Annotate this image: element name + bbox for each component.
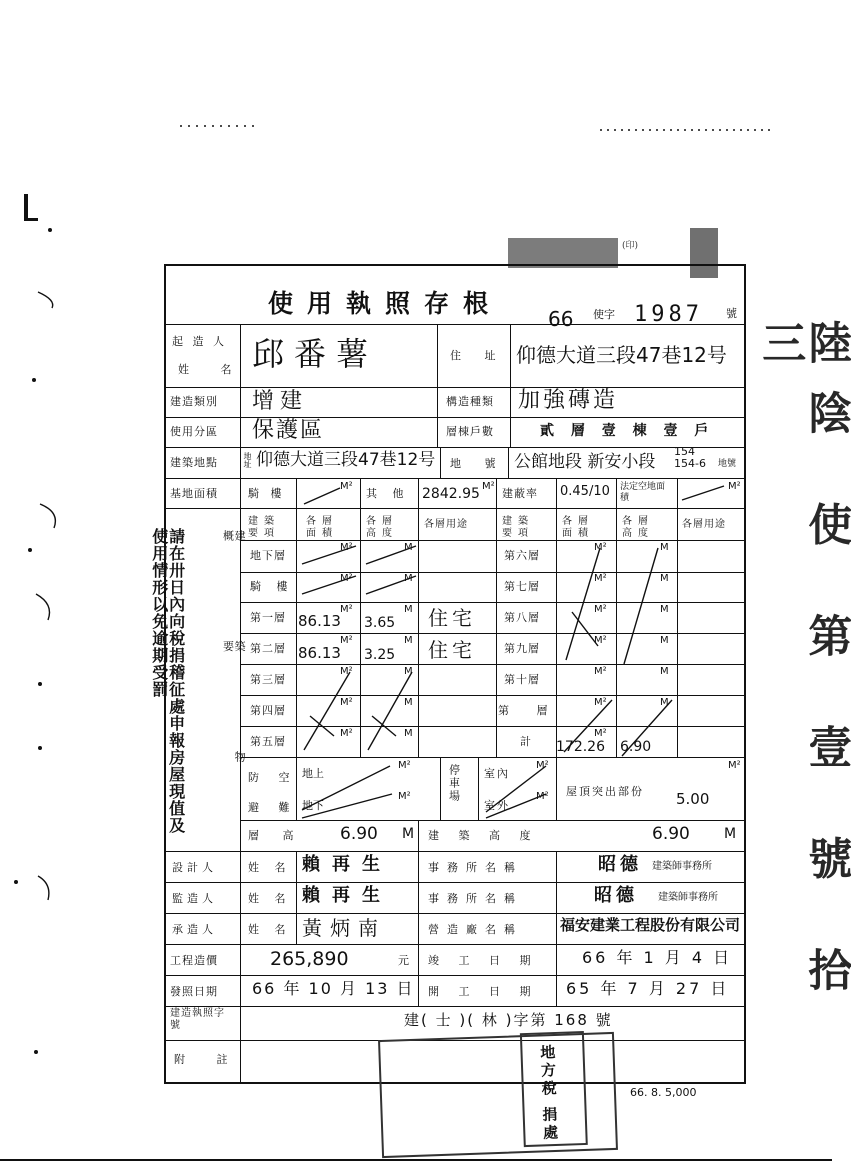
supervisor-role: 監造人 <box>172 892 217 905</box>
parking-outdoor: 室外 <box>484 799 510 812</box>
second-floor-use: 住宅 <box>428 638 476 662</box>
legal-open-area-label: 法定空地面積 <box>620 482 666 503</box>
col-header-left-item: 建築要項 <box>248 516 280 539</box>
building-height-unit: M <box>724 826 737 842</box>
start-date-label: 開 工 日 期 <box>428 985 539 998</box>
address-label: 住 址 <box>450 349 506 362</box>
use-zone-label: 使用分區 <box>170 425 218 438</box>
col-header-right-item: 建築要項 <box>502 516 534 539</box>
completion-label: 竣 工 日 期 <box>428 954 539 967</box>
coverage-label: 建蔽率 <box>502 487 538 500</box>
supervisor-name-label: 姓 名 <box>248 892 292 905</box>
permit-number-prefix: 66 <box>548 307 574 331</box>
col-header-right-use: 各層用途 <box>682 519 726 530</box>
lot-value: 公館地段 新安小段 <box>514 452 656 472</box>
unit-height: M <box>404 542 413 553</box>
unit-area: M² <box>340 573 353 584</box>
shelter-label-top: 防 空 <box>248 771 298 784</box>
floor-height-label: 層 高 <box>248 829 304 842</box>
lot-suffix: 地號 <box>718 459 737 469</box>
shelter-unit-below: M² <box>398 791 411 802</box>
permit-value: 建( 士 )( 林 )字第 168 號 <box>404 1011 613 1029</box>
parking-unit-outdoor: M² <box>536 791 549 802</box>
cost-label: 工程造價 <box>170 954 218 967</box>
unit-height: M <box>404 666 413 677</box>
building-side-label: 建 築 物 概 要 <box>221 530 247 810</box>
second-floor-height: 3.25 <box>364 647 396 663</box>
contractor-name-label: 姓 名 <box>248 923 292 936</box>
unit-height: M <box>660 542 669 553</box>
unit-height: M <box>660 573 669 584</box>
second-floor-area: 86.13 <box>298 644 341 662</box>
start-date-value: 65 年 7 月 27 日 <box>566 979 730 998</box>
designer-name-label: 姓 名 <box>248 861 292 874</box>
floor-label-6: 第六層 <box>504 549 540 562</box>
floor-label-blank: 第 層 <box>498 704 560 717</box>
floor-label-basement: 地下層 <box>250 549 286 562</box>
contractor-name: 黃炳南 <box>302 916 386 940</box>
other-unit: M² <box>482 481 495 492</box>
floor-height-unit: M <box>402 826 415 842</box>
legal-unit: M² <box>728 481 741 492</box>
unit-area: M² <box>340 666 353 677</box>
floor-label-7: 第七層 <box>504 580 540 593</box>
roof-label: 屋頂突出部份 <box>566 785 644 798</box>
supervisor-office-label: 事務所名稱 <box>428 892 523 905</box>
floors-label: 層棟戶數 <box>446 425 494 438</box>
floor-height-value: 6.90 <box>340 824 378 844</box>
floor-label-4: 第四層 <box>250 704 286 717</box>
unit-area: M² <box>340 635 353 646</box>
lot-numbers: 154 154-6 <box>674 445 706 471</box>
permit-label: 建造執照字號 <box>170 1008 225 1031</box>
owner-address: 仰德大道三段47巷12号 <box>516 343 727 367</box>
total-area: 172.26 <box>556 739 605 755</box>
shelter-above: 地上 <box>302 767 324 780</box>
other-value: 2842.95 <box>422 486 480 502</box>
col-header-right-height: 各層高度 <box>622 516 654 539</box>
arcade-unit: M² <box>340 481 353 492</box>
first-floor-height: 3.65 <box>364 615 396 631</box>
owner-name: 邱番薯 <box>252 335 379 373</box>
parking-label: 停車場 <box>447 764 461 803</box>
structure-value: 加強磚造 <box>518 388 619 413</box>
margin-note: 請在卅日內向稅捐稽征處申報房屋現值及使用情形以免逾期受罰 <box>149 528 186 834</box>
permit-number-label: 使字 <box>593 308 615 321</box>
unit-area: M² <box>594 573 607 584</box>
location-address: 仰德大道三段47巷12号 <box>256 450 436 470</box>
unit-area: M² <box>594 542 607 553</box>
shelter-unit-above: M² <box>398 760 411 771</box>
designer-office-label: 事務所名稱 <box>428 861 523 874</box>
parking-indoor: 室內 <box>484 767 510 780</box>
supervisor-name: 賴再生 <box>302 885 392 906</box>
first-floor-area: 86.13 <box>298 612 341 630</box>
contractor-role: 承造人 <box>172 923 217 936</box>
designer-role: 設計人 <box>172 861 217 874</box>
issue-date-value: 66 年 10 月 13 日 <box>252 979 415 998</box>
other-label: 其 他 <box>366 487 410 500</box>
floor-label-3: 第三層 <box>250 673 286 686</box>
unit-area: M² <box>594 697 607 708</box>
right-edge-fragment: 陸陰 使 第 壹 號 拾 三 <box>754 320 851 1017</box>
structure-label: 構造種類 <box>446 395 494 408</box>
supervisor-office-suffix: 建築師事務所 <box>658 892 718 903</box>
lot-label: 地 號 <box>450 457 506 470</box>
owner-label-top: 起 造 人 <box>172 335 227 348</box>
unit-area: M² <box>594 635 607 646</box>
unit-area: M² <box>340 728 353 739</box>
unit-area: M² <box>594 728 607 739</box>
floors-value: 貳 層 壹 棟 壹 戶 <box>540 423 715 439</box>
roof-unit: M² <box>728 760 741 771</box>
arcade-label: 騎 樓 <box>248 487 286 500</box>
permit-number-value: 1987 <box>634 302 703 327</box>
stamp-text: 地方稅 捐處 <box>538 1043 560 1143</box>
parking-unit-indoor: M² <box>536 760 549 771</box>
col-header-right-area: 各層面積 <box>562 516 594 539</box>
owner-label-bottom: 姓 名 <box>178 363 246 376</box>
designer-office-suffix: 建築師事務所 <box>652 861 712 872</box>
unit-area: M² <box>340 697 353 708</box>
building-height-value: 6.90 <box>652 824 690 844</box>
build-type-value: 增建 <box>252 389 309 414</box>
unit-height: M <box>660 666 669 677</box>
floor-label-1: 第一層 <box>250 611 286 624</box>
use-zone-value: 保護區 <box>252 418 325 443</box>
remarks-label: 附 註 <box>174 1053 242 1066</box>
col-header-left-area: 各層面積 <box>306 516 338 539</box>
completion-value: 66 年 1 月 4 日 <box>582 948 733 967</box>
floor-label-2: 第二層 <box>250 642 286 655</box>
unit-height: M <box>404 635 413 646</box>
designer-name: 賴再生 <box>302 854 392 875</box>
col-header-left-use: 各層用途 <box>424 519 468 530</box>
floor-label-8: 第八層 <box>504 611 540 624</box>
unit-height: M <box>660 604 669 615</box>
floor-label-9: 第九層 <box>504 642 540 655</box>
location-label: 建築地點 <box>170 456 218 469</box>
contractor-company-label: 營造廠名稱 <box>428 923 523 936</box>
page-title: 使用執照存根 <box>268 289 503 318</box>
floor-label-total: 計 <box>520 735 534 748</box>
building-height-label: 建 築 高 度 <box>428 829 539 842</box>
unit-height: M <box>404 728 413 739</box>
cost-unit: 元 <box>398 954 412 967</box>
print-code: 66. 8. 5,000 <box>630 1086 697 1099</box>
designer-office: 昭德 <box>598 854 642 875</box>
location-addr-small: 地址 <box>243 452 252 468</box>
supervisor-office: 昭德 <box>594 885 638 906</box>
unit-height: M <box>660 635 669 646</box>
unit-height: M <box>404 573 413 584</box>
unit-area: M² <box>340 542 353 553</box>
unit-height: M <box>404 604 413 615</box>
contractor-company: 福安建業工程股份有限公司 <box>560 916 741 934</box>
coverage-value: 0.45/10 <box>560 484 610 499</box>
col-header-left-height: 各層高度 <box>366 516 398 539</box>
unit-height: M <box>660 697 669 708</box>
total-height: 6.90 <box>620 739 652 755</box>
build-type-label: 建造類別 <box>170 395 218 408</box>
base-area-label: 基地面積 <box>170 487 218 500</box>
roof-value: 5.00 <box>676 790 710 808</box>
unit-area: M² <box>594 666 607 677</box>
unit-height: M <box>404 697 413 708</box>
first-floor-use: 住宅 <box>428 606 476 630</box>
floor-label-5: 第五層 <box>250 735 286 748</box>
shelter-below: 地下 <box>302 799 324 812</box>
issue-date-label: 發照日期 <box>170 985 218 998</box>
permit-number-suffix: 號 <box>726 307 737 320</box>
cost-value: 265,890 <box>270 948 349 970</box>
floor-label-arcade: 騎 樓 <box>250 580 294 593</box>
unit-area: M² <box>594 604 607 615</box>
unit-area: M² <box>340 604 353 615</box>
shelter-label-bottom: 避 難 <box>248 801 298 814</box>
top-stamp-text: (印) <box>622 241 639 251</box>
floor-label-10: 第十層 <box>504 673 540 686</box>
